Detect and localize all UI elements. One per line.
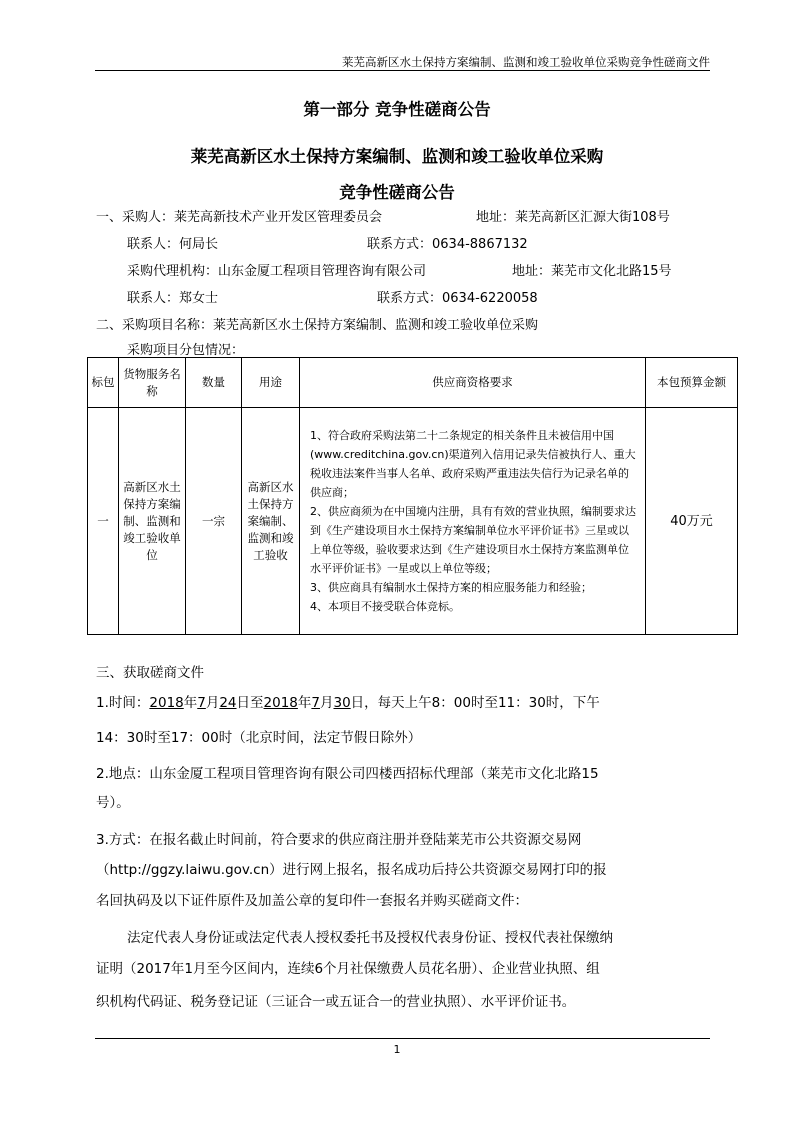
buyer-address: 地址：莱芜高新区汇源大街108号 <box>476 210 670 225</box>
place-line-2: 号）。 <box>96 795 130 811</box>
header-cell: 本包预算金额 <box>646 358 738 408</box>
package-label: 采购项目分包情况： <box>127 343 245 358</box>
requirement-item: 4、本项目不接受联合体竞标。 <box>310 600 460 613</box>
header-cell: 供应商资格要求 <box>300 358 646 408</box>
start-month: 7 <box>197 695 206 711</box>
package-table <box>87 357 738 635</box>
end-year: 2018 <box>263 695 298 711</box>
month-char: 月 <box>205 695 220 711</box>
method-line-2: （http://ggzy.laiwu.gov.cn）进行网上报名，报名成功后持公共资源交易网打印的报 <box>96 862 607 878</box>
section3-heading: 三、获取磋商文件 <box>96 665 204 681</box>
documents-line-2: 证明（2017年1月至今区间内，连续6个月社保缴费人员花名册）、企业营业执照、组 <box>96 961 600 977</box>
method-line-1: 3.方式：在报名截止时间前，符合要求的供应商注册并登陆莱芜市公共资源交易网 <box>96 832 582 848</box>
buyer: 一、采购人：莱芜高新技术产业开发区管理委员会 <box>96 210 383 225</box>
footer-divider <box>95 1038 710 1039</box>
month-char: 月 <box>319 695 334 711</box>
table-row <box>88 408 738 635</box>
header-cell: 用途 <box>242 358 300 408</box>
documents-line-1: 法定代表人身份证或法定代表人授权委托书及授权代表身份证、授权代表社保缴纳 <box>127 930 613 946</box>
table-header-row <box>88 358 738 408</box>
start-year: 2018 <box>149 695 184 711</box>
budget: 40万元 <box>646 408 738 635</box>
contact-phone-1: 联系方式：0634-8867132 <box>367 237 528 252</box>
time-tail: 日，每天上午8：00时至11：30时，下午 <box>350 695 600 711</box>
qualification-requirements <box>300 408 646 635</box>
service-name: 高新区水土保持方案编制、监测和竣工验收单位 <box>119 408 186 635</box>
contact-phone-2: 联系方式：0634-6220058 <box>377 291 538 306</box>
requirement-item: 2、供应商须为在中国境内注册，具有有效的营业执照，编制要求达到《生产建设项目水土保持方案编制单位水平评价证书》三星或以上单位等级，验收要求达到《生产建设项目水土保持方案监测单位水平评价证书》一星或以上单位等级； <box>310 505 636 575</box>
notice-title-line2: 竞争性磋商公告 <box>339 183 455 202</box>
part-title: 第一部分 竞争性磋商公告 <box>303 100 491 119</box>
project-name: 二、采购项目名称：莱芜高新区水土保持方案编制、监测和竣工验收单位采购 <box>96 318 539 333</box>
requirement-item: 3、供应商具有编制水土保持方案的相应服务能力和经验； <box>310 581 592 594</box>
quantity: 一宗 <box>186 408 242 635</box>
end-day: 30 <box>333 695 351 711</box>
contact-person-1: 联系人：何局长 <box>127 237 219 252</box>
method-line-3: 名回执码及以下证件原件及加盖公章的复印件一套报名并购买磋商文件： <box>96 893 528 909</box>
header-cell: 数量 <box>186 358 242 408</box>
requirement-item: 1、符合政府采购法第二十二条规定的相关条件且未被信用中国(www.creditchina.gov.cn)渠道列入信用记录失信被执行人、重大税收违法案件当事人名单、政府采购严重违法失信行为记录名单的供应商； <box>310 429 636 499</box>
start-day: 24 <box>219 695 237 711</box>
page-header <box>95 40 710 71</box>
usage: 高新区水土保持方案编制、监测和竣工验收 <box>242 408 300 635</box>
notice-title-line1: 莱芜高新区水土保持方案编制、监测和竣工验收单位采购 <box>190 147 604 166</box>
header-cell: 标包 <box>88 358 119 408</box>
page-number: 1 <box>393 1043 401 1056</box>
agency: 采购代理机构：山东金厦工程项目管理咨询有限公司 <box>127 264 427 279</box>
time-line-2: 14：30时至17：00时（北京时间，法定节假日除外） <box>96 730 422 746</box>
package-number: 一 <box>88 408 119 635</box>
year-char: 年 <box>183 695 198 711</box>
place-line-1: 2.地点：山东金厦工程项目管理咨询有限公司四楼西招标代理部（莱芜市文化北路15 <box>96 766 599 782</box>
year-char: 年 <box>297 695 312 711</box>
time-line-1 <box>96 691 600 711</box>
header-cell: 货物服务名称 <box>119 358 186 408</box>
agency-address: 地址：莱芜市文化北路15号 <box>512 264 672 279</box>
header-title: 莱芜高新区水土保持方案编制、监测和竣工验收单位采购竞争性磋商文件 <box>342 55 710 69</box>
documents-line-3: 织机构代码证、税务登记证（三证合一或五证合一的营业执照）、水平评价证书。 <box>96 994 576 1010</box>
end-month: 7 <box>311 695 320 711</box>
time-label: 1.时间： <box>96 695 150 711</box>
contact-person-2: 联系人：郑女士 <box>127 291 219 306</box>
day-to-char: 日至 <box>236 695 264 711</box>
